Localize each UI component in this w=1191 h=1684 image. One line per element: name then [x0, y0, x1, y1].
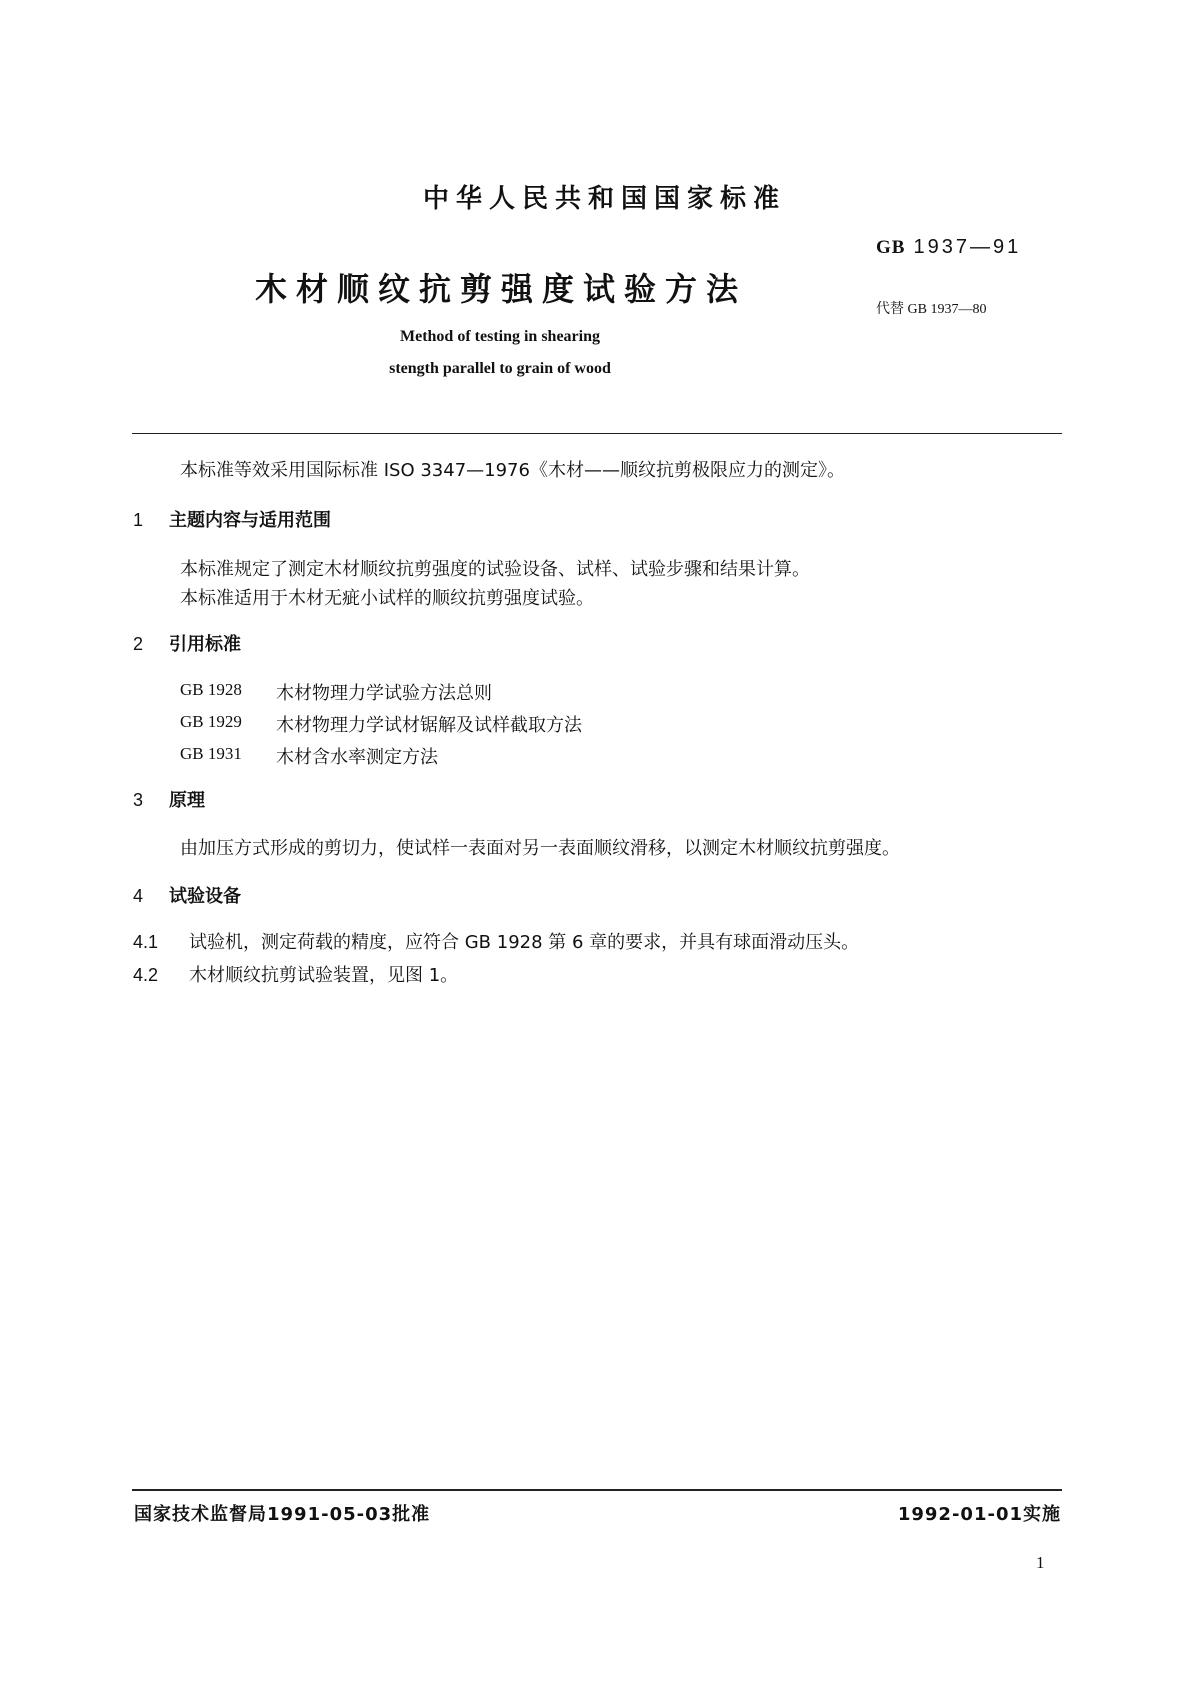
standard-code-prefix: GB: [876, 237, 906, 258]
section-1-paragraph-1: 本标准规定了测定木材顺纹抗剪强度的试验设备、试样、试验步骤和结果计算。: [180, 559, 810, 580]
section-2-title: 引用标准: [169, 634, 241, 655]
intro-paragraph: 本标准等效采用国际标准 ISO 3347—1976《木材——顺纹抗剪极限应力的测定》。: [180, 460, 845, 481]
subclause-4-1-number: 4.1: [133, 932, 159, 952]
replaces-standard: 代替 GB 1937—80: [876, 302, 987, 317]
section-1-number: 1: [133, 510, 144, 530]
national-standard-heading: 中华人民共和国国家标准: [422, 184, 786, 214]
page-number: 1: [1036, 1553, 1045, 1572]
section-1-heading: [133, 506, 331, 532]
subclause-4-2-text: 木材顺纹抗剪试验装置，见图 1。: [189, 965, 459, 986]
section-3-number: 3: [133, 790, 144, 810]
section-3-heading: [133, 786, 205, 812]
section-4-number: 4: [133, 886, 144, 906]
footer-divider: [132, 1489, 1062, 1491]
reference-code: GB 1928: [180, 680, 242, 699]
document-title-en-line2: stength parallel to grain of wood: [389, 360, 611, 377]
subclause-4-2-number: 4.2: [133, 965, 159, 985]
header-divider: [132, 433, 1062, 434]
section-1-title: 主题内容与适用范围: [169, 510, 331, 531]
reference-code: GB 1931: [180, 744, 242, 763]
section-4-title: 试验设备: [169, 886, 241, 907]
section-1-paragraph-2: 本标准适用于木材无疵小试样的顺纹抗剪强度试验。: [180, 588, 594, 609]
reference-code: GB 1929: [180, 712, 242, 731]
standard-code: [876, 236, 1021, 259]
subclause-4-2: [133, 961, 458, 987]
reference-title: 木材物理力学试验方法总则: [276, 683, 492, 704]
document-title-zh: 木材顺纹抗剪强度试验方法: [254, 270, 747, 308]
subclause-4-1-text: 试验机，测定荷载的精度，应符合 GB 1928 第 6 章的要求，并具有球面滑动压头。: [189, 932, 860, 953]
section-3-paragraph: 由加压方式形成的剪切力，使试样一表面对另一表面顺纹滑移，以测定木材顺纹抗剪强度。: [180, 838, 900, 859]
effective-date: 1992-01-01实施: [897, 1504, 1061, 1525]
standard-code-number: 1937—91: [913, 236, 1022, 258]
section-3-title: 原理: [169, 790, 205, 811]
reference-title: 木材含水率测定方法: [276, 747, 438, 768]
approval-date: 国家技术监督局1991-05-03批准: [134, 1504, 431, 1525]
section-2-heading: [133, 630, 241, 656]
document-title-en-line1: Method of testing in shearing: [400, 328, 600, 345]
reference-title: 木材物理力学试材锯解及试样截取方法: [276, 715, 582, 736]
section-4-heading: [133, 882, 241, 908]
subclause-4-1: [133, 928, 859, 954]
section-2-number: 2: [133, 634, 144, 654]
